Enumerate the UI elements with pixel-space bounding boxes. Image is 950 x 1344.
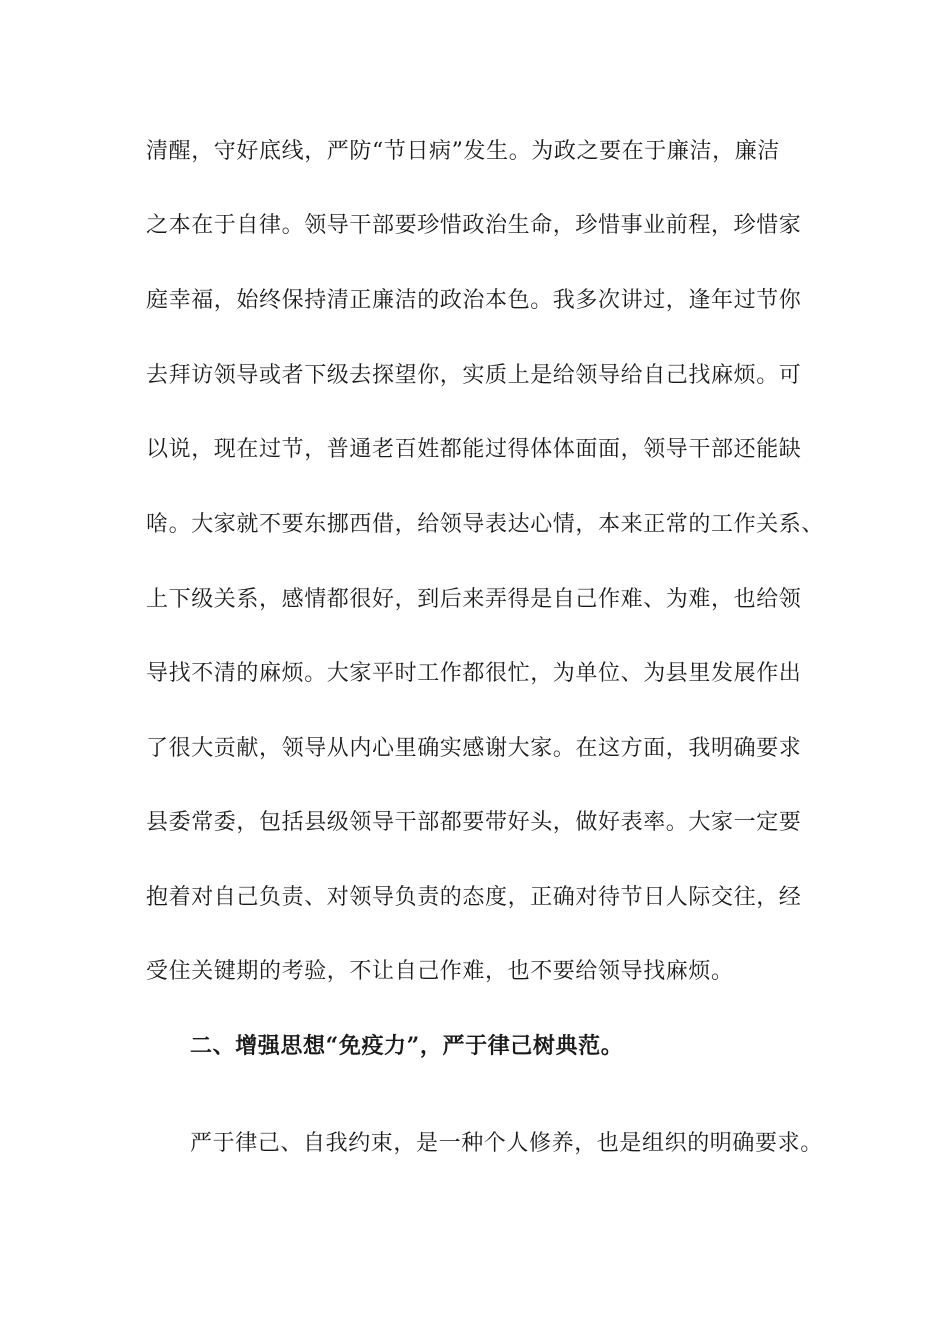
paragraph-line-10: 县委常委，包括县级领导干部都要带好头，做好表率。大家一定要 [146, 810, 802, 835]
paragraph-line-5: 以说，现在过节，普通老百姓都能过得体体面面，领导干部还能缺 [146, 437, 802, 462]
paragraph-line-1: 清醒，守好底线，严防“节日病”发生。为政之要在于廉洁，廉洁 [146, 139, 780, 164]
paragraph-line-8: 导找不清的麻烦。大家平时工作都很忙，为单位、为县里发展作出 [146, 661, 802, 686]
paragraph-line-11: 抱着对自己负责、对领导负责的态度，正确对待节日人际交往，经 [146, 885, 802, 910]
paragraph-line-3: 庭幸福，始终保持清正廉洁的政治本色。我多次讲过，逢年过节你 [146, 288, 802, 313]
paragraph-line-12: 受住关键期的考验，不让自己作难，也不要给领导找麻烦。 [146, 959, 734, 984]
paragraph-line-6: 啥。大家就不要东挪西借，给领导表达心情，本来正常的工作关系、 [146, 512, 825, 537]
paragraph-line-7: 上下级关系，感情都很好，到后来弄得是自己作难、为难，也给领 [146, 587, 802, 612]
next-paragraph-line: 严于律己、自我约束，是一种个人修养，也是组织的明确要求。 [190, 1131, 823, 1156]
paragraph-line-2: 之本在于自律。领导干部要珍惜政治生命，珍惜事业前程，珍惜家 [146, 213, 802, 238]
paragraph-line-4: 去拜访领导或者下级去探望你，实质上是给领导给自己找麻烦。可 [146, 363, 802, 388]
paragraph-line-9: 了很大贡献，领导从内心里确实感谢大家。在这方面，我明确要求 [146, 736, 802, 761]
section-heading: 二、增强思想“免疫力”，严于律己树典范。 [190, 1033, 624, 1059]
